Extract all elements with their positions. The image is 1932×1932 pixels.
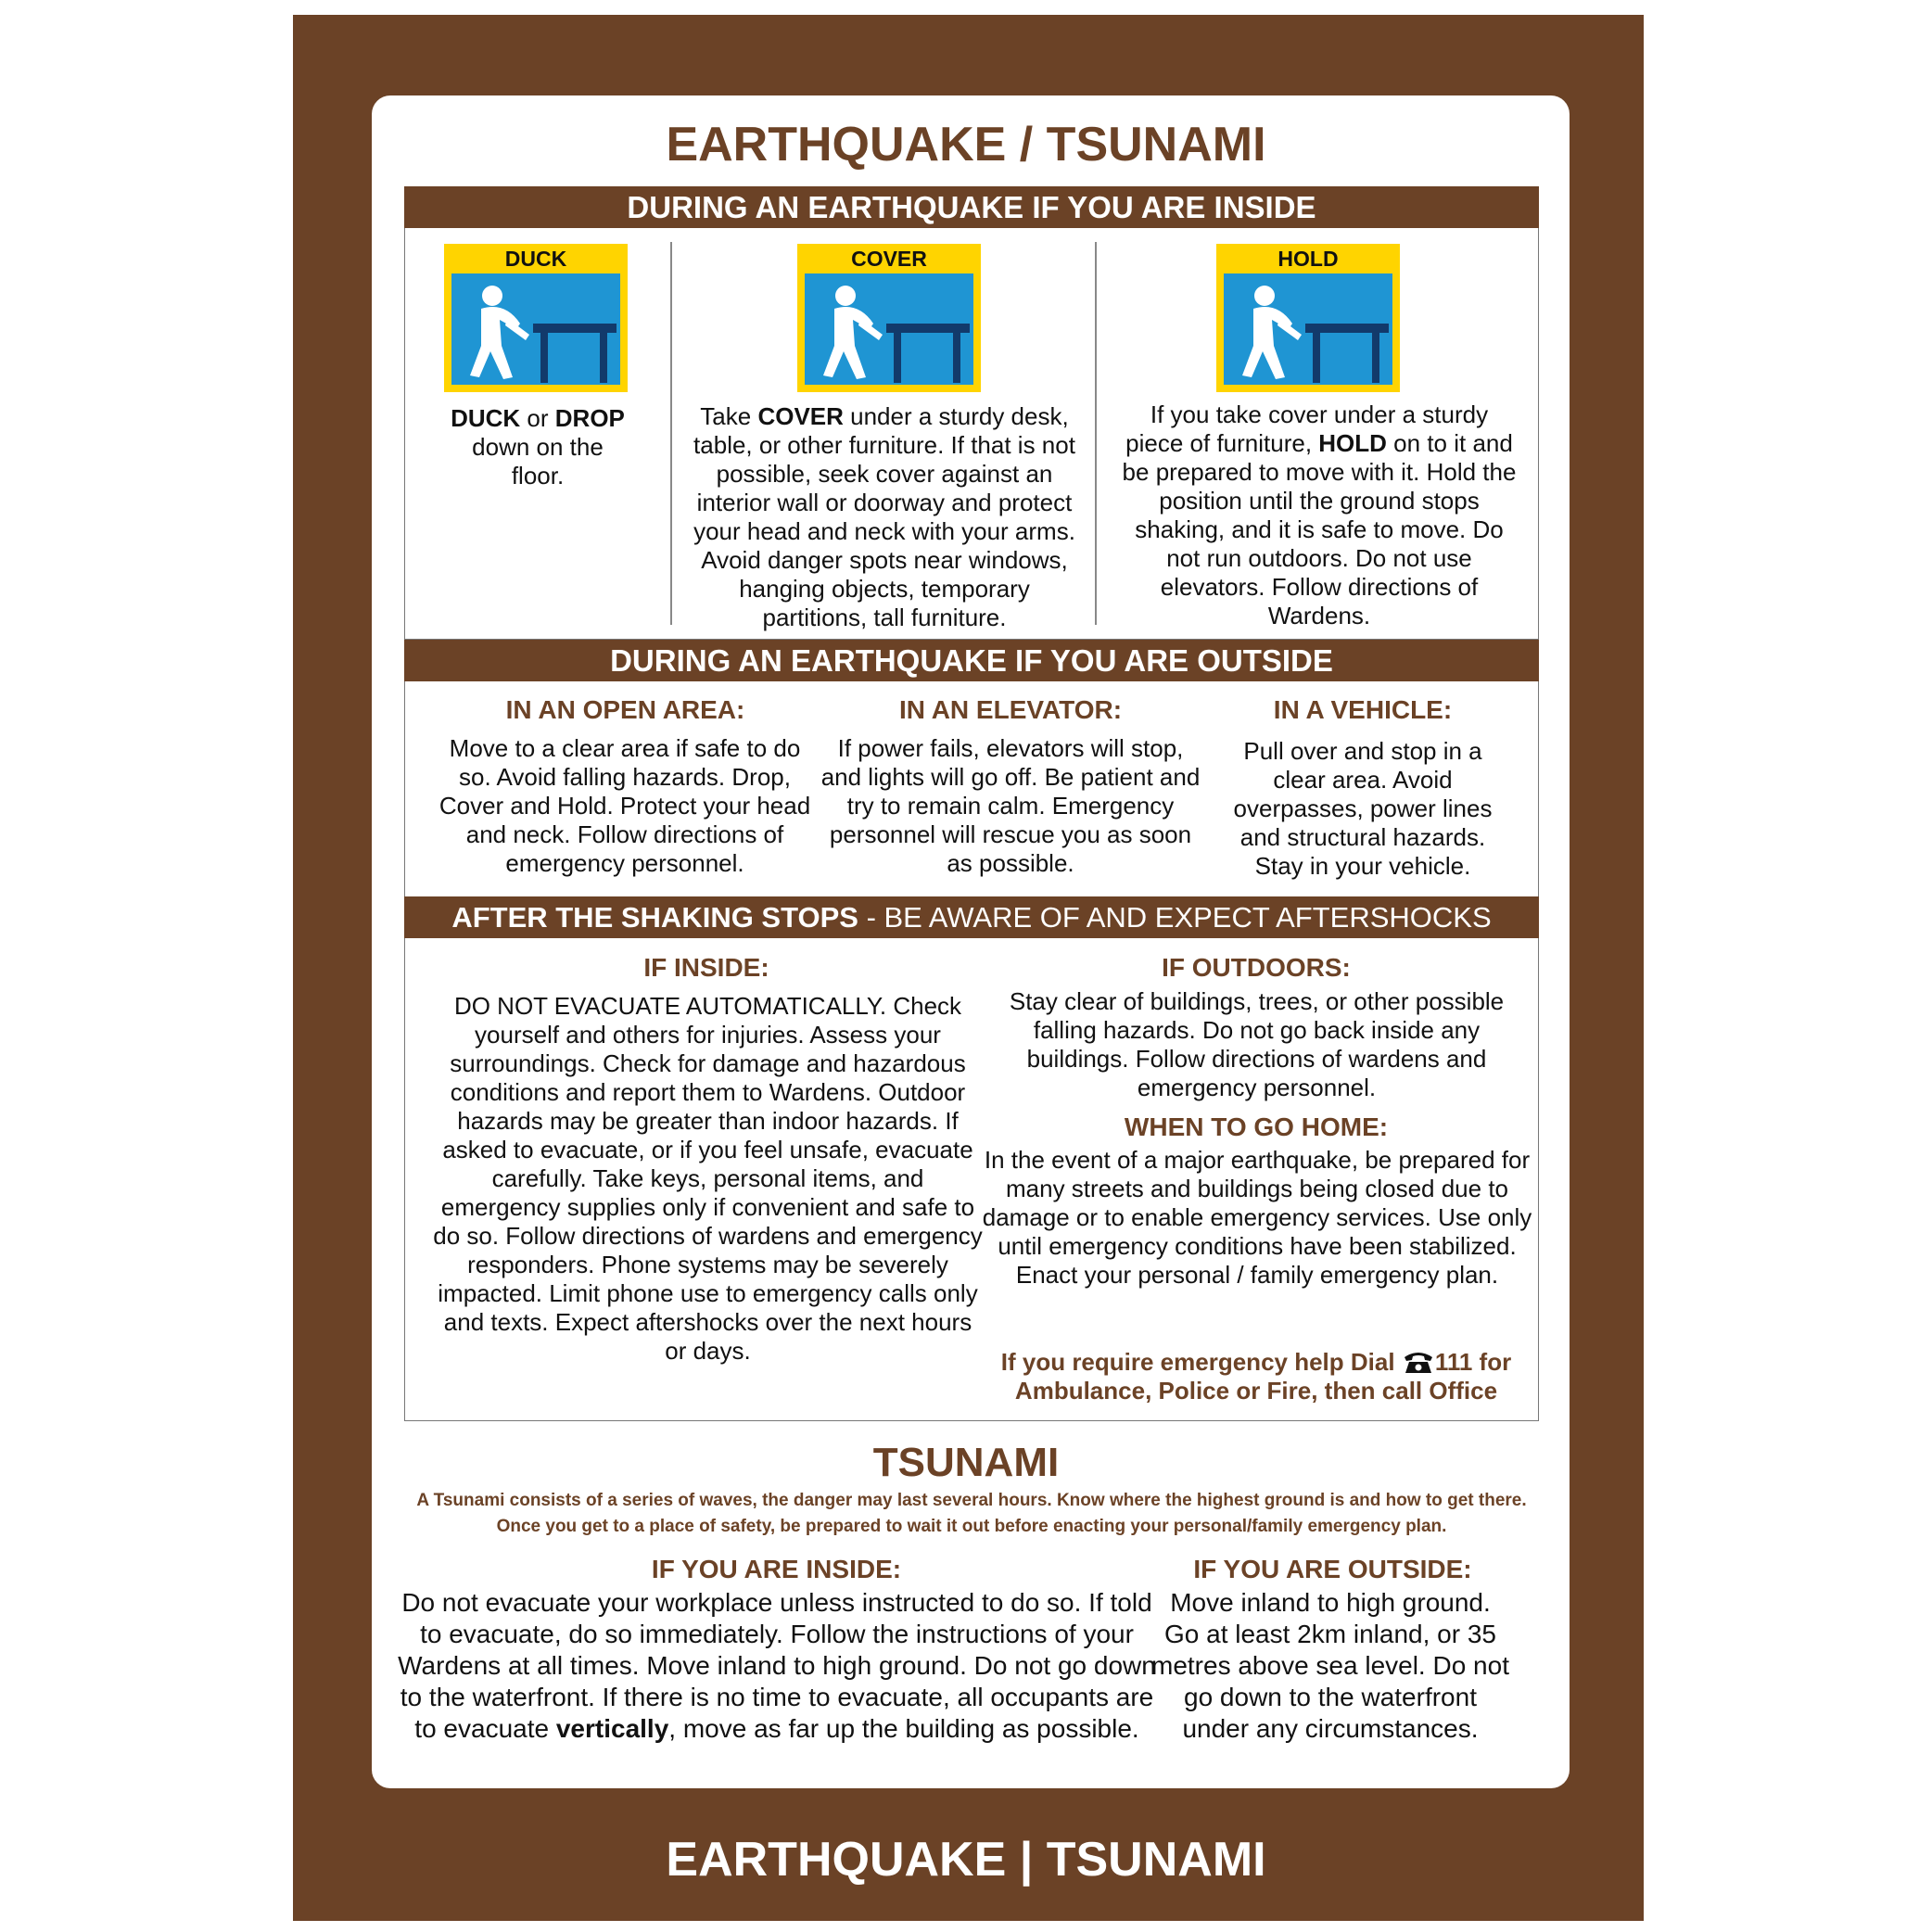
tsunami-outside-title: IF YOU ARE OUTSIDE: xyxy=(1193,1555,1472,1583)
hold-text-pre: If you take cover under a sturdy piece of furniture, xyxy=(1125,400,1489,457)
hold-text-post: on to it and be prepared to move with it. Hold the position until the ground stops shaking, and it is safe to move. Do not run outdoors. Do not use elevators. Follow directions of Wardens. xyxy=(1122,429,1517,629)
open-area-title: IN AN OPEN AREA: xyxy=(505,695,745,724)
cover-instructions xyxy=(684,402,1085,632)
column-divider xyxy=(670,242,672,625)
duck-bold: DUCK xyxy=(451,404,521,432)
if-outdoors-title: IF OUTDOORS: xyxy=(1162,953,1351,982)
person-ducking-by-table-icon xyxy=(451,273,620,385)
tsunami-inside-text xyxy=(388,1587,1166,1745)
person-ducking-by-table-icon xyxy=(805,273,973,385)
hold-instructions xyxy=(1120,400,1519,630)
if-outdoors-text: Stay clear of buildings, trees, or other possible falling hazards. Do not go back inside any buildings. Follow directions of wardens and emergency personnel. xyxy=(1009,987,1505,1101)
hold-sign xyxy=(1216,244,1400,392)
column-divider xyxy=(1095,242,1097,625)
tsunami-inside-text-pre: Do not evacuate your workplace unless instructed to do so. If told to evacuate, do so immediately. Follow the instructions of your Wardens at all times. Move inland to high ground. Do not go down to the waterfront. If there is no time to evacuate, all occupants are to evacuate xyxy=(398,1588,1156,1743)
hold-sign-label: HOLD xyxy=(1277,247,1339,271)
go-home-title: WHEN TO GO HOME: xyxy=(1124,1112,1389,1141)
after-heading-bold: AFTER THE SHAKING STOPS xyxy=(451,901,858,934)
cover-bold: COVER xyxy=(757,402,844,430)
after-heading-rest: - BE AWARE OF AND EXPECT AFTERSHOCKS xyxy=(858,901,1492,934)
if-inside-title: IF INSIDE: xyxy=(643,953,769,982)
emergency-line1-pre: If you require emergency help Dial xyxy=(1000,1348,1395,1376)
vehicle-title: IN A VEHICLE: xyxy=(1273,695,1453,724)
telephone-icon xyxy=(1402,1350,1435,1374)
open-area-text: Move to a clear area if safe to do so. Avoid falling hazards. Drop, Cover and Hold. Protect your head and neck. Follow directions of emergency personnel. xyxy=(439,734,811,877)
cover-sign-label: COVER xyxy=(851,247,927,271)
duck-or: or xyxy=(520,404,555,432)
page-title: EARTHQUAKE / TSUNAMI xyxy=(666,118,1266,172)
duck-instructions xyxy=(436,404,640,490)
section-heading-inside: DURING AN EARTHQUAKE IF YOU ARE INSIDE xyxy=(404,186,1539,228)
footer-title: EARTHQUAKE | TSUNAMI xyxy=(666,1833,1266,1887)
hold-bold: HOLD xyxy=(1318,429,1387,457)
tsunami-intro: A Tsunami consists of a series of waves, the danger may last several hours. Know where the highest ground is and how to get there. Once you get to a place of safety, be prepared to wait it out before enacting your personal/family emergency plan. xyxy=(416,1491,1527,1536)
vehicle-text: Pull over and stop in a clear area. Avoid overpasses, power lines and structural hazards. Stay in your vehicle. xyxy=(1233,737,1493,880)
if-inside-text: DO NOT EVACUATE AUTOMATICALLY. Check yourself and others for injuries. Assess your surroundings. Check for damage and hazardous conditions and report them to Wardens. Outdoor hazards may be greater than indoor hazards. If asked to evacuate, or if you feel unsafe, evacuate carefully. Take keys, personal items, and emergency supplies only if convenient and safe to do so. Follow directions of wardens and emergency responders. Phone systems may be severely impacted. Limit phone use to emergency calls only and texts. Expect aftershocks over the next hours or days. xyxy=(433,992,983,1365)
elevator-text: If power fails, elevators will stop, and lights will go off. Be patient and try to remain calm. Emergency personnel will rescue you as soon as possible. xyxy=(820,734,1201,877)
duck-rest: down on the floor. xyxy=(472,433,604,489)
person-ducking-by-table-icon xyxy=(1224,273,1392,385)
cover-text-post: under a sturdy desk, table, or other furniture. If that is not possible, seek cover against an interior wall or doorway and protect your head and neck with your arms. Avoid danger spots near windows, hanging objects, temporary partitions, tall furniture. xyxy=(693,402,1075,631)
emergency-line1-post: 111 for xyxy=(1434,1348,1512,1376)
section-heading-after xyxy=(404,896,1539,938)
tsunami-inside-title: IF YOU ARE INSIDE: xyxy=(651,1555,902,1583)
go-home-text: In the event of a major earthquake, be prepared for many streets and buildings being closed due to damage or to enable emergency services. Use only until emergency conditions have been stabilized. Enact your personal / family emergency plan. xyxy=(982,1146,1532,1289)
cover-sign xyxy=(797,244,981,392)
drop-bold: DROP xyxy=(554,404,625,432)
duck-sign-label: DUCK xyxy=(504,247,567,271)
cover-text-pre: Take xyxy=(700,402,758,430)
emergency-note xyxy=(969,1348,1544,1405)
tsunami-title: TSUNAMI xyxy=(872,1440,1060,1485)
section-heading-outside: DURING AN EARTHQUAKE IF YOU ARE OUTSIDE xyxy=(404,640,1539,681)
elevator-title: IN AN ELEVATOR: xyxy=(898,695,1123,724)
emergency-line2: Ambulance, Police or Fire, then call Office xyxy=(1014,1377,1498,1405)
tsunami-inside-text-post: , move as far up the building as possible. xyxy=(668,1714,1139,1743)
tsunami-outside-text: Move inland to high ground. Go at least 2km inland, or 35 metres above sea level. Do not go down to the waterfront under any circumstances. xyxy=(1151,1588,1509,1743)
tsunami-inside-bold: vertically xyxy=(555,1714,669,1743)
duck-sign xyxy=(444,244,628,392)
